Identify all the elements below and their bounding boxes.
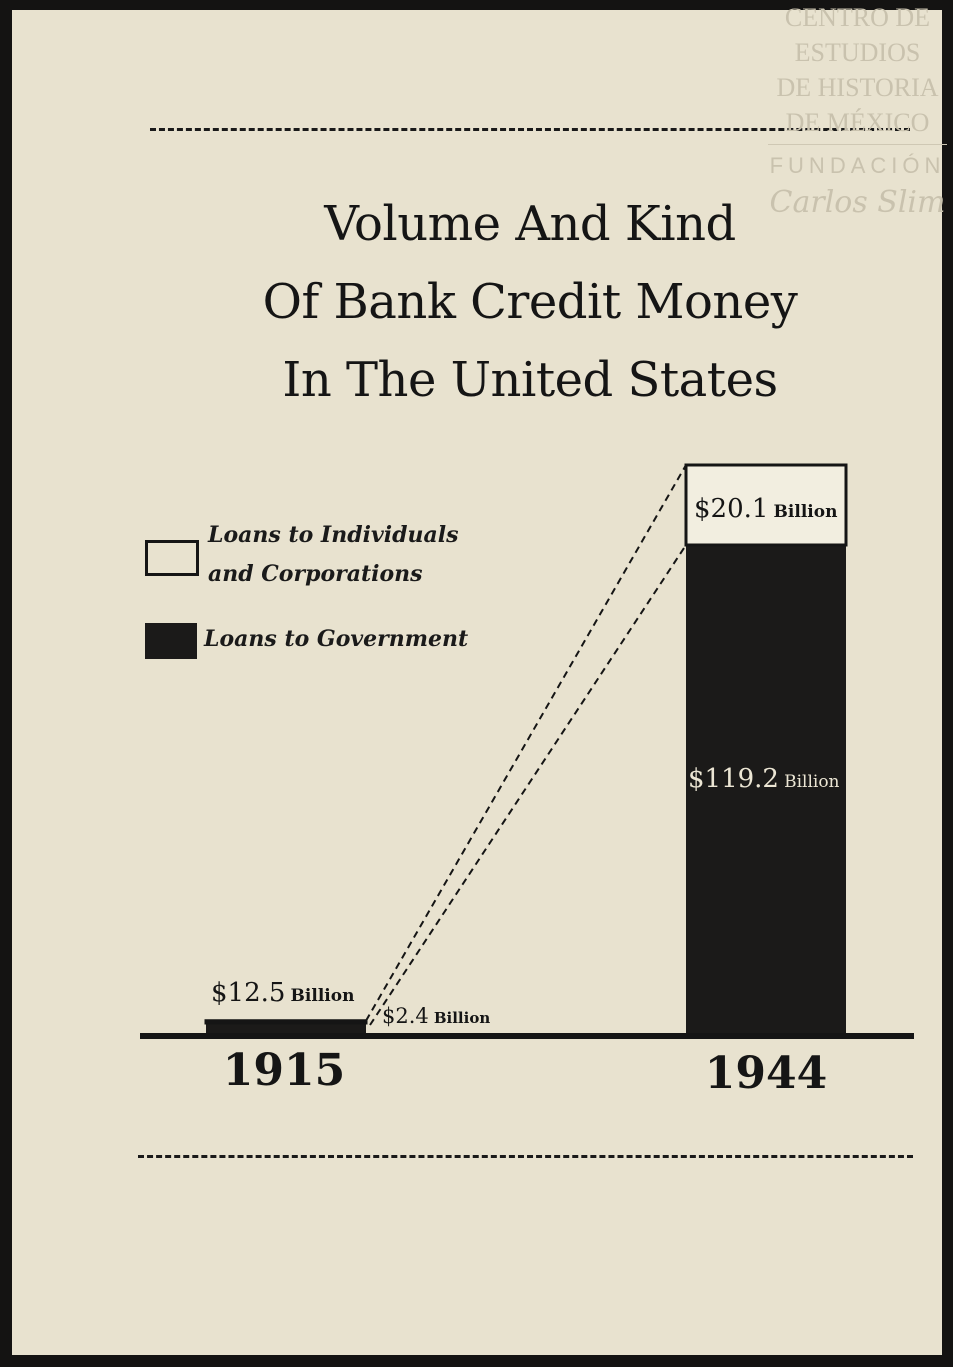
x-tick-label-1944: 1944 (704, 1048, 828, 1099)
data-label-1915-individuals (211, 978, 354, 1008)
data-label-1944-individuals (694, 494, 837, 524)
bar-1915-individuals (206, 1021, 366, 1023)
watermark-signature: Carlos Slim (769, 185, 946, 220)
data-label-1915-government-unit: Billion (433, 1009, 491, 1027)
watermark-foundation: FUNDACIÓN (769, 153, 946, 178)
legend-label-individuals-line-2: and Corporations (208, 561, 423, 587)
data-label-1915-individuals-value: $12.5 (211, 978, 286, 1008)
watermark-line-2: ESTUDIOS (794, 38, 921, 67)
watermark-line-4: DE MÉXICO (785, 108, 930, 137)
watermark-line-3: DE HISTORIA (776, 73, 939, 102)
data-label-1944-government-unit: Billion (784, 772, 840, 792)
connector-line-individuals (366, 465, 686, 1021)
data-label-1944-government (688, 764, 840, 794)
legend-label-individuals-line-1: Loans to Individuals (208, 522, 459, 548)
data-label-1944-individuals-unit: Billion (773, 502, 838, 522)
chart-title-line-3: In The United States (282, 352, 778, 408)
data-label-1944-government-value: $119.2 (688, 764, 779, 794)
data-label-1915-individuals-unit: Billion (290, 986, 355, 1006)
connector-line-government (370, 545, 686, 1025)
x-axis-baseline (140, 1033, 914, 1039)
x-tick-label-1915: 1915 (222, 1045, 346, 1096)
chart-title-line-1: Volume And Kind (324, 196, 736, 252)
data-label-1915-government-value: $2.4 (382, 1004, 429, 1028)
data-label-1915-government (382, 1004, 490, 1028)
legend-label-government: Loans to Government (204, 626, 469, 652)
chart-title-line-2: Of Bank Credit Money (262, 274, 798, 330)
data-label-1944-individuals-value: $20.1 (694, 494, 769, 524)
watermark-line-1: CENTRO DE (784, 3, 931, 32)
